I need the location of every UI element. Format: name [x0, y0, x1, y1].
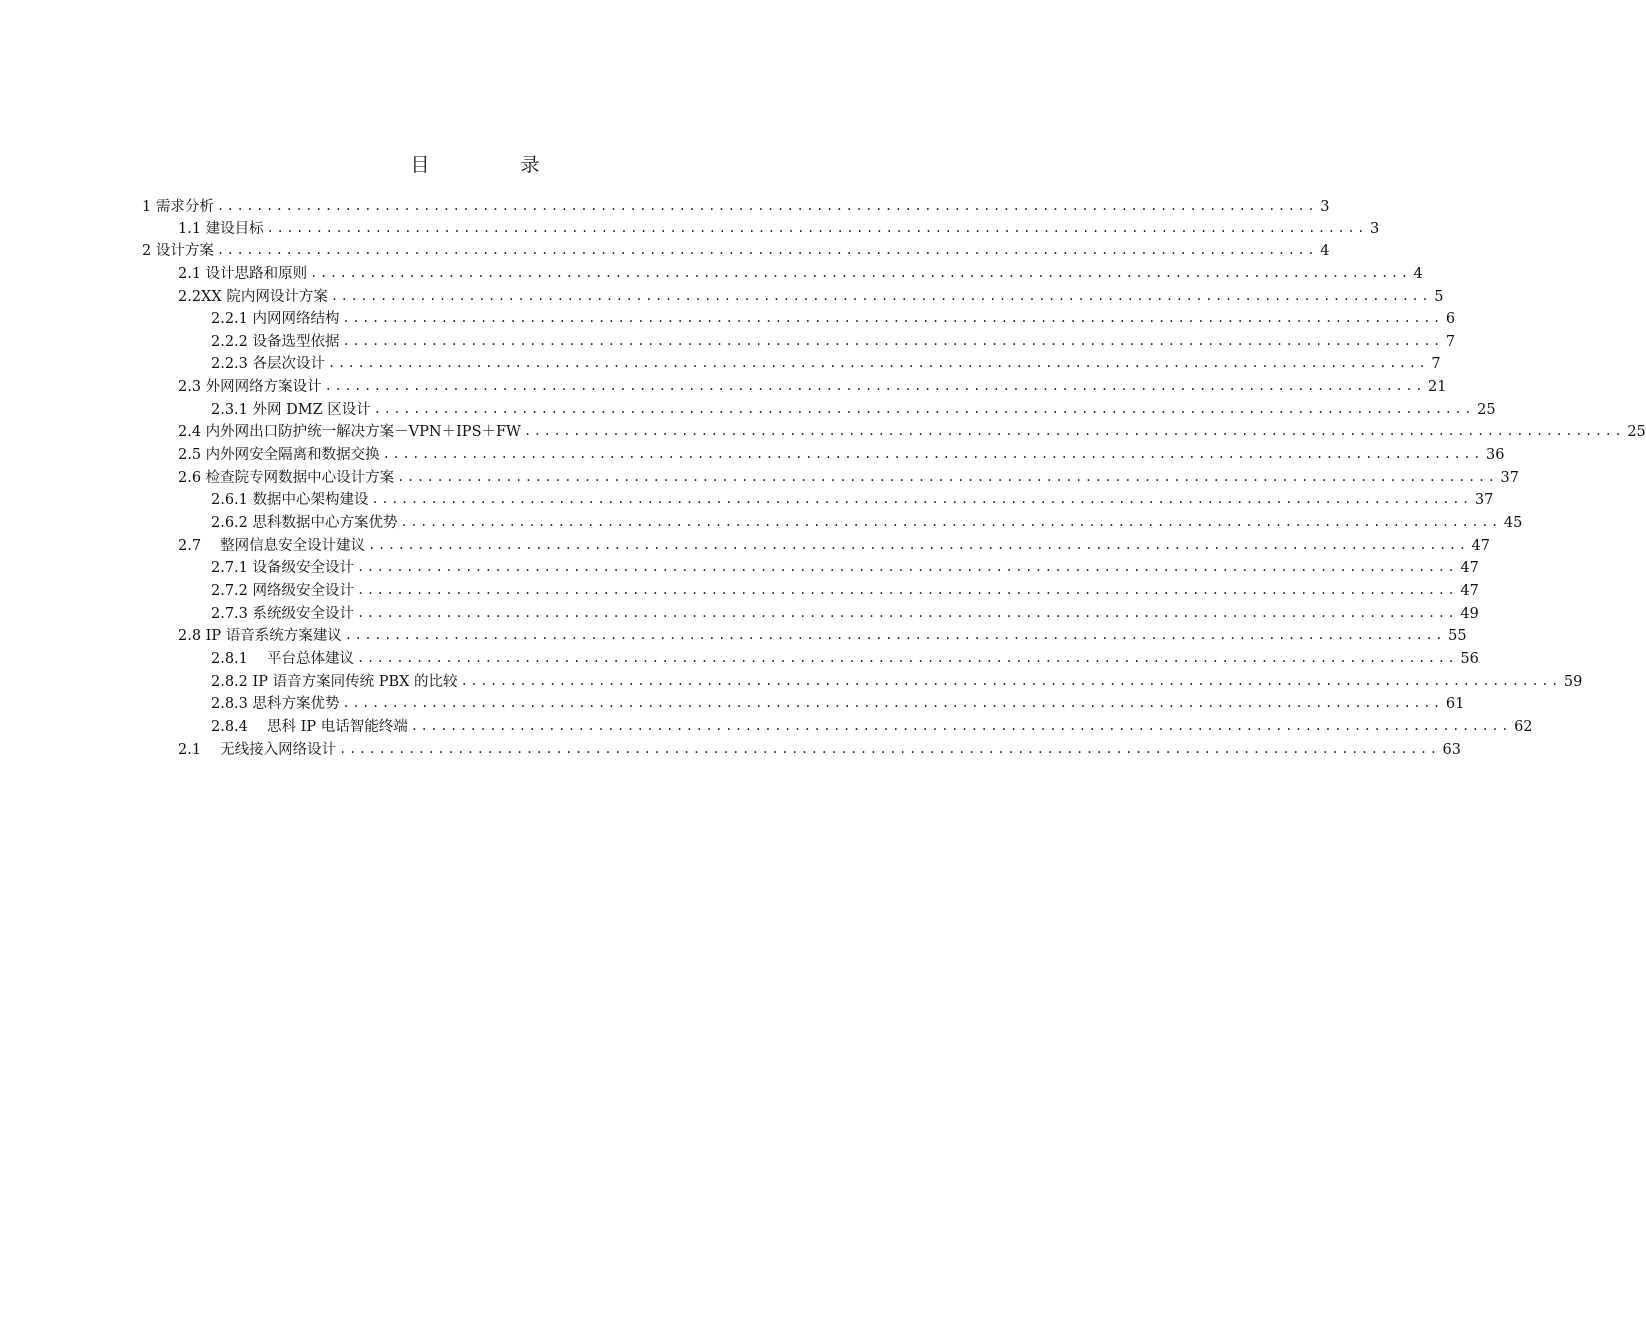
toc-page-number: 63	[1442, 742, 1461, 758]
toc-entry[interactable]	[142, 240, 1330, 262]
toc-entry[interactable]	[211, 671, 1583, 693]
toc-entry[interactable]	[211, 693, 1465, 715]
toc-page-number: 61	[1445, 696, 1465, 712]
toc-page-number: 59	[1563, 674, 1583, 690]
toc-entry[interactable]	[211, 489, 1494, 511]
toc-page-number: 3	[1370, 221, 1380, 237]
toc-entry-text: 2.8.3 思科方案优势	[211, 696, 340, 712]
toc-dot-leader: ................................................................................................................	[342, 696, 1443, 710]
toc-page-number: 37	[1474, 492, 1494, 508]
toc-entry-text: 2.7.3 系统级安全设计	[211, 606, 355, 622]
toc-entry[interactable]	[178, 421, 1646, 443]
toc-dot-leader: ................................................................................................................	[216, 199, 1318, 213]
toc-page-number: 47	[1471, 538, 1490, 554]
toc-entry[interactable]	[178, 263, 1423, 285]
toc-entry-text: 2.6 检查院专网数据中心设计方案	[178, 470, 395, 486]
toc-dot-leader: ................................................................................................................	[357, 560, 1458, 574]
toc-page-number: 4	[1413, 266, 1423, 282]
toc-entry[interactable]	[178, 535, 1490, 557]
toc-entry-text: 2.1 设计思路和原则	[178, 266, 308, 282]
toc-dot-leader: ................................................................................................................	[216, 243, 1318, 257]
toc-dot-leader: ................................................................................................................	[328, 356, 1429, 370]
toc-entry-text: 2.6.1 数据中心架构建设	[211, 492, 369, 508]
toc-entry[interactable]	[211, 716, 1533, 738]
toc-dot-leader: ................................................................................................................	[342, 334, 1443, 348]
toc-dot-leader: ................................................................................................................	[357, 606, 1458, 620]
toc-entry-text: 1.1 建设目标	[178, 221, 264, 237]
toc-entry-text: 2.7.1 设备级安全设计	[211, 560, 355, 576]
toc-page-number: 49	[1460, 606, 1479, 622]
toc-dot-leader: ................................................................................................................	[368, 538, 1469, 552]
toc-page-number: 7	[1445, 334, 1456, 350]
toc-page-number: 47	[1460, 583, 1479, 599]
toc-page-number: 56	[1460, 651, 1479, 667]
toc-entry[interactable]	[178, 444, 1505, 466]
toc-entry[interactable]	[178, 739, 1461, 761]
toc-entry[interactable]	[178, 218, 1380, 240]
toc-dot-leader: ................................................................................................................	[460, 674, 1561, 688]
toc-entry[interactable]	[178, 467, 1519, 489]
toc-page-number: 21	[1428, 379, 1447, 395]
toc-entry-text: 2.5 内外网安全隔离和数据交换	[178, 447, 380, 463]
toc-entry[interactable]	[142, 196, 1330, 218]
toc-page-number: 55	[1448, 628, 1467, 644]
toc-page-number: 4	[1320, 243, 1330, 259]
toc-page-number: 25	[1627, 424, 1646, 440]
toc-entry[interactable]	[211, 512, 1523, 534]
toc-entry-text: 2.2.1 内网网络结构	[211, 311, 340, 327]
toc-page-number: 7	[1431, 356, 1441, 372]
toc-dot-leader: ................................................................................................................	[523, 424, 1625, 438]
toc-dot-leader: ................................................................................................................	[397, 470, 1498, 484]
toc-entry-text: 2.7 整网信息安全设计建议	[178, 538, 366, 554]
toc-entry-text: 2.2.2 设备选型依据	[211, 334, 340, 350]
toc-page-number: 5	[1434, 289, 1444, 305]
toc-entry-text: 2 设计方案	[142, 243, 214, 259]
toc-entry[interactable]	[211, 331, 1456, 353]
toc-entry-text: 2.7.2 网络级安全设计	[211, 583, 355, 599]
toc-page-number: 37	[1500, 470, 1519, 486]
toc-dot-leader: ................................................................................................................	[344, 628, 1446, 642]
toc-title: 目 录	[410, 154, 576, 176]
toc-dot-leader: ................................................................................................................	[410, 719, 1512, 733]
toc-entry[interactable]	[211, 399, 1496, 421]
toc-page-number: 47	[1460, 560, 1479, 576]
toc-dot-leader: ................................................................................................................	[400, 515, 1501, 529]
toc-entry-text: 2.2XX 院内网设计方案	[178, 289, 328, 305]
toc-dot-leader: ................................................................................................................	[330, 289, 1432, 303]
toc-entry-text: 2.8 IP 语音系统方案建议	[178, 628, 342, 644]
toc-page-number: 3	[1320, 199, 1330, 215]
toc-entry[interactable]	[211, 557, 1479, 579]
toc-page-number: 62	[1514, 719, 1533, 735]
toc-entry-text: 2.2.3 各层次设计	[211, 356, 326, 372]
toc-dot-leader: ................................................................................................................	[266, 221, 1368, 235]
toc-entry-text: 1 需求分析	[142, 199, 214, 215]
toc-page-number: 36	[1486, 447, 1505, 463]
toc-dot-leader: ................................................................................................................	[342, 311, 1443, 325]
toc-page-number: 6	[1445, 311, 1456, 327]
toc-dot-leader: ................................................................................................................	[339, 742, 1440, 756]
toc-entry-text: 2.3 外网网络方案设计	[178, 379, 322, 395]
toc-entry-text: 2.1 无线接入网络设计	[178, 742, 337, 758]
toc-entry[interactable]	[178, 376, 1447, 398]
toc-dot-leader: ................................................................................................................	[373, 402, 1475, 416]
toc-dot-leader: ................................................................................................................	[310, 266, 1411, 280]
toc-entry[interactable]	[211, 580, 1479, 602]
toc-entry[interactable]	[178, 625, 1467, 647]
toc-entry-text: 2.8.1 平台总体建议	[211, 651, 355, 667]
toc-dot-leader: ................................................................................................................	[357, 651, 1458, 665]
toc-page-number: 45	[1503, 515, 1523, 531]
toc-entry[interactable]	[211, 603, 1479, 625]
toc-entry-text: 2.3.1 外网 DMZ 区设计	[211, 402, 371, 418]
toc-entry-text: 2.8.2 IP 语音方案同传统 PBX 的比较	[211, 674, 458, 690]
toc-dot-leader: ................................................................................................................	[382, 447, 1484, 461]
toc-dot-leader: ................................................................................................................	[371, 492, 1472, 506]
toc-entry-text: 2.8.4 思科 IP 电话智能终端	[211, 719, 408, 735]
toc-page-number: 25	[1477, 402, 1496, 418]
toc-dot-leader: ................................................................................................................	[357, 583, 1458, 597]
toc-entry-text: 2.4 内外网出口防护统一解决方案－VPN＋IPS＋FW	[178, 424, 521, 440]
toc-entry[interactable]	[211, 308, 1456, 330]
toc-entry[interactable]	[211, 648, 1479, 670]
toc-entry-text: 2.6.2 思科数据中心方案优势	[211, 515, 398, 531]
toc-entry[interactable]	[178, 286, 1444, 308]
toc-entry[interactable]	[211, 353, 1441, 375]
toc-dot-leader: ................................................................................................................	[324, 379, 1426, 393]
